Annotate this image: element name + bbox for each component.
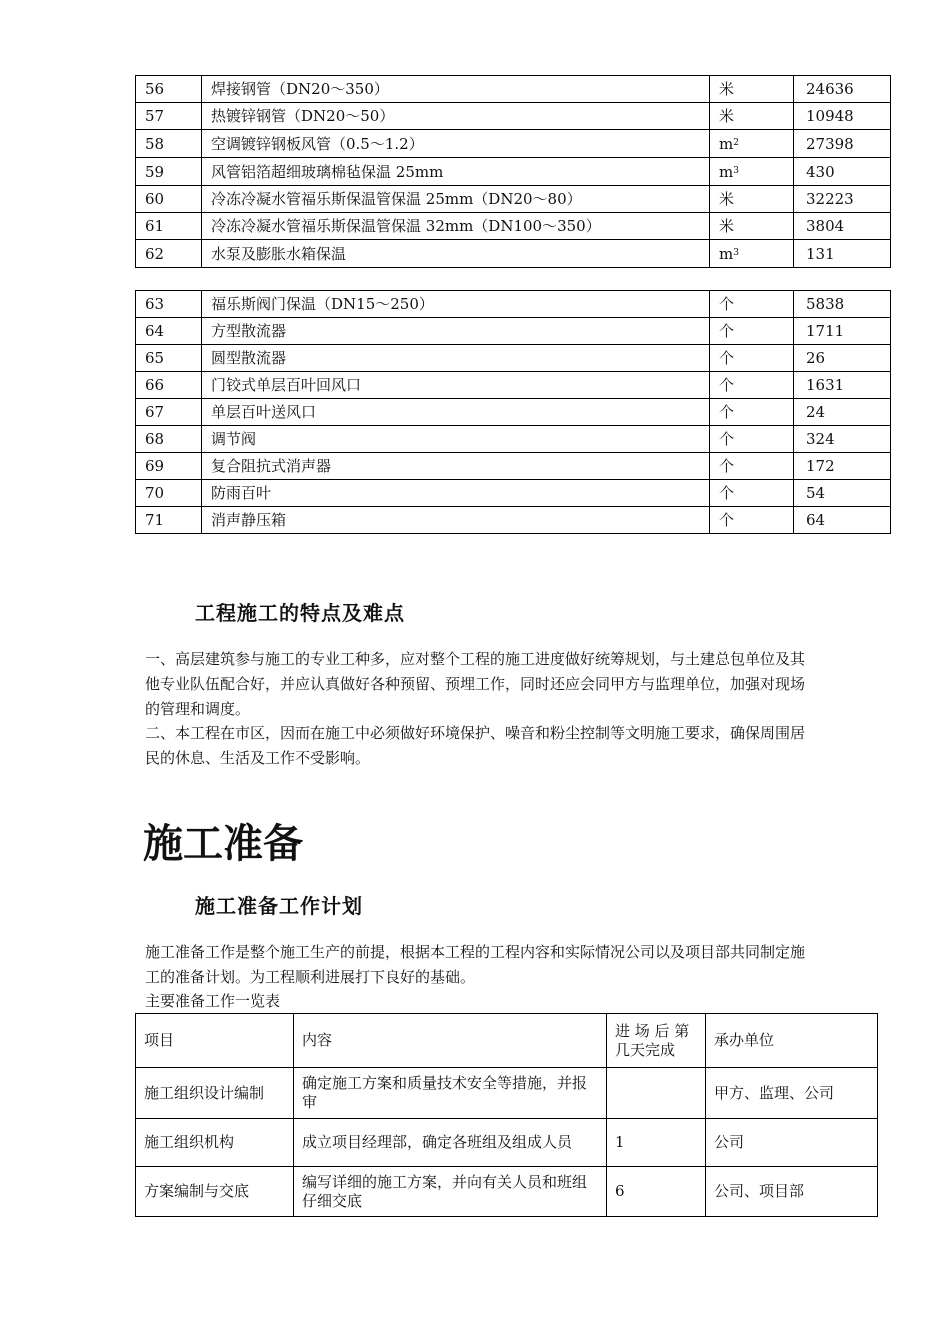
item-name: 冷冻冷凝水管福乐斯保温管保温 25mm（DN20～80） [202, 186, 710, 213]
item-name: 冷冻冷凝水管福乐斯保温管保温 32mm（DN100～350） [202, 213, 710, 240]
item-unit: 米 [710, 186, 794, 213]
item-name: 消声静压箱 [202, 507, 710, 534]
item-amount: 10948 [794, 103, 891, 130]
row-number: 56 [136, 76, 202, 103]
item-amount: 1711 [794, 318, 891, 345]
unit-superscript: 2 [733, 138, 739, 148]
row-number: 71 [136, 507, 202, 534]
item-name: 防雨百叶 [202, 480, 710, 507]
row-number: 63 [136, 291, 202, 318]
item-unit: 个 [710, 372, 794, 399]
prep-item: 施工组织设计编制 [136, 1068, 294, 1119]
item-amount: 24 [794, 399, 891, 426]
table-row [136, 1167, 878, 1217]
preparation-table [135, 1013, 878, 1217]
quantity-table-1 [135, 75, 891, 268]
item-unit: 个 [710, 426, 794, 453]
item-name: 福乐斯阀门保温（DN15～250） [202, 291, 710, 318]
prep-days: 6 [607, 1167, 706, 1217]
item-amount: 5838 [794, 291, 891, 318]
table-row [136, 103, 891, 130]
item-unit: 个 [710, 480, 794, 507]
item-name: 圆型散流器 [202, 345, 710, 372]
prep-unit: 公司 [706, 1119, 878, 1167]
table-row [136, 507, 891, 534]
item-amount: 32223 [794, 186, 891, 213]
paragraph: 二、本工程在市区，因而在施工中必须做好环境保护、噪音和粉尘控制等文明施工要求，确保周围居民的休息、生活及工作不受影响。 [145, 724, 806, 767]
table-row [136, 1119, 878, 1167]
prep-item: 施工组织机构 [136, 1119, 294, 1167]
table-caption: 主要准备工作一览表 [145, 992, 281, 1010]
item-amount: 24636 [794, 76, 891, 103]
chapter-title: 施工准备 [143, 820, 303, 867]
item-name: 调节阀 [202, 426, 710, 453]
unit-superscript: 3 [733, 248, 739, 258]
row-number: 60 [136, 186, 202, 213]
item-unit: 个 [710, 318, 794, 345]
row-number: 58 [136, 130, 202, 158]
row-number: 57 [136, 103, 202, 130]
table-row [136, 399, 891, 426]
column-header: 内容 [294, 1014, 607, 1068]
item-unit: 米 [710, 213, 794, 240]
table-row [136, 372, 891, 399]
quantity-table-2 [135, 290, 891, 534]
table-row [136, 130, 891, 158]
item-name: 空调镀锌钢板风管（0.5～1.2） [202, 130, 710, 158]
row-number: 70 [136, 480, 202, 507]
table-row [136, 186, 891, 213]
item-unit: 个 [710, 345, 794, 372]
item-amount: 27398 [794, 130, 891, 158]
item-unit: $m^3$ [710, 240, 794, 268]
item-amount: 172 [794, 453, 891, 480]
item-name: 方型散流器 [202, 318, 710, 345]
row-number: 67 [136, 399, 202, 426]
item-name: 热镀锌钢管（DN20～50） [202, 103, 710, 130]
row-number: 68 [136, 426, 202, 453]
prep-days: 1 [607, 1119, 706, 1167]
item-unit: 个 [710, 399, 794, 426]
item-amount: 54 [794, 480, 891, 507]
item-amount: 430 [794, 158, 891, 186]
row-number: 65 [136, 345, 202, 372]
row-number: 66 [136, 372, 202, 399]
section-heading: 施工准备工作计划 [195, 894, 363, 918]
paragraph: 一、高层建筑参与施工的专业工种多，应对整个工程的施工进度做好统筹规划，与土建总包单位及其他专业队伍配合好，并应认真做好各种预留、预埋工作，同时还应会同甲方与监理单位，加强对现场的管理和调度。 [145, 650, 806, 718]
row-number: 62 [136, 240, 202, 268]
item-amount: 3804 [794, 213, 891, 240]
row-number: 59 [136, 158, 202, 186]
prep-content: 成立项目经理部，确定各班组及组成人员 [294, 1119, 607, 1167]
table-row [136, 291, 891, 318]
prep-content: 确定施工方案和质量技术安全等措施，并报审 [294, 1068, 607, 1119]
paragraph: 施工准备工作是整个施工生产的前提，根据本工程的工程内容和实际情况公司以及项目部共同制定施工的准备计划。为工程顺利进展打下良好的基础。 [145, 943, 806, 986]
prep-unit: 公司、项目部 [706, 1167, 878, 1217]
table-row [136, 240, 891, 268]
item-unit: 个 [710, 291, 794, 318]
table-row [136, 76, 891, 103]
item-name: 门铰式单层百叶回风口 [202, 372, 710, 399]
item-name: 水泵及膨胀水箱保温 [202, 240, 710, 268]
prep-item: 方案编制与交底 [136, 1167, 294, 1217]
item-amount: 26 [794, 345, 891, 372]
row-number: 64 [136, 318, 202, 345]
prep-days [607, 1068, 706, 1119]
item-amount: 64 [794, 507, 891, 534]
row-number: 69 [136, 453, 202, 480]
table-row [136, 158, 891, 186]
item-unit: 个 [710, 453, 794, 480]
table-row [136, 453, 891, 480]
item-name: 风管铝箔超细玻璃棉毡保温 25mm [202, 158, 710, 186]
section-heading: 工程施工的特点及难点 [195, 601, 405, 625]
item-amount: 1631 [794, 372, 891, 399]
table-row [136, 480, 891, 507]
item-amount: 324 [794, 426, 891, 453]
item-name: 复合阻抗式消声器 [202, 453, 710, 480]
column-header: 进 场 后 第 几天完成 [607, 1014, 706, 1068]
prep-content: 编写详细的施工方案，并向有关人员和班组仔细交底 [294, 1167, 607, 1217]
column-header: 项目 [136, 1014, 294, 1068]
item-unit: $m^2$ [710, 130, 794, 158]
table-row [136, 318, 891, 345]
row-number: 61 [136, 213, 202, 240]
unit-superscript: 3 [733, 166, 739, 176]
item-unit: $m^3$ [710, 158, 794, 186]
table-row [136, 345, 891, 372]
item-unit: 米 [710, 103, 794, 130]
table-header-row [136, 1014, 878, 1068]
prep-unit: 甲方、监理、公司 [706, 1068, 878, 1119]
item-amount: 131 [794, 240, 891, 268]
table-row [136, 426, 891, 453]
item-unit: 米 [710, 76, 794, 103]
table-row [136, 1068, 878, 1119]
item-unit: 个 [710, 507, 794, 534]
item-name: 焊接钢管（DN20～350） [202, 76, 710, 103]
column-header: 承办单位 [706, 1014, 878, 1068]
item-name: 单层百叶送风口 [202, 399, 710, 426]
table-row [136, 213, 891, 240]
